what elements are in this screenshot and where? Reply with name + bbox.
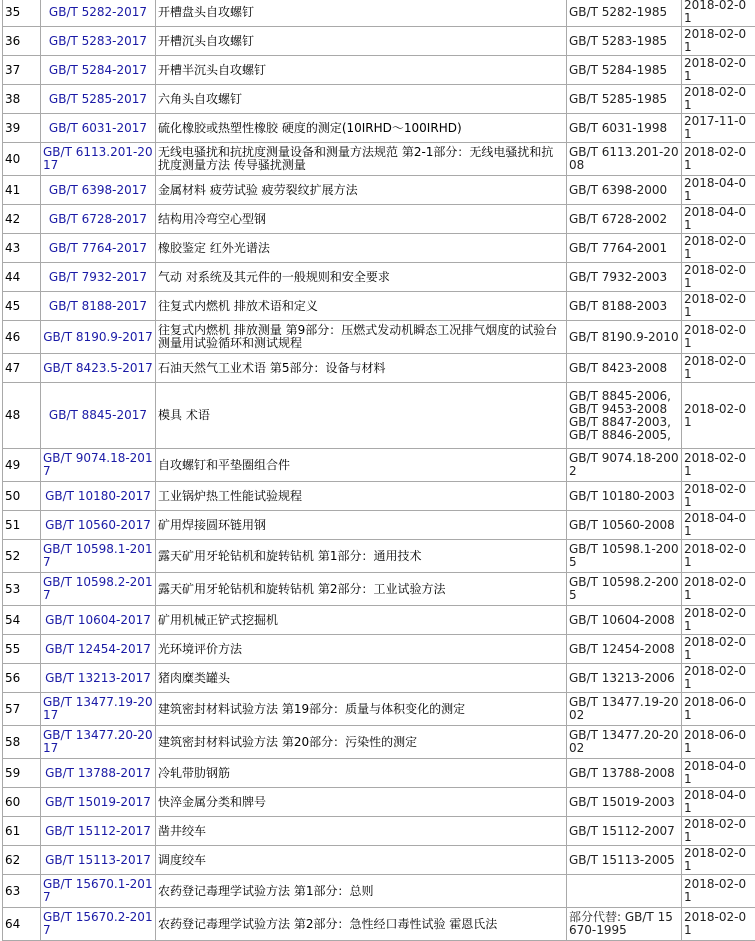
replaced-standard: GB/T 13788-2008 [567,759,682,788]
table-row [3,205,755,234]
standard-name: 开槽半沉头自攻螺钉 [156,56,567,85]
row-number: 37 [3,56,41,85]
standard-code-link[interactable]: GB/T 15113-2017 [41,846,156,875]
effective-date: 2018-02-01 [682,143,755,176]
table-row [3,354,755,383]
table-row [3,234,755,263]
table-row [3,85,755,114]
effective-date: 2018-06-01 [682,693,755,726]
standard-code-link[interactable]: GB/T 8423.5-2017 [41,354,156,383]
standard-code-link[interactable]: GB/T 8845-2017 [41,383,156,449]
table-row [3,693,755,726]
effective-date: 2018-02-01 [682,56,755,85]
table-row [3,143,755,176]
row-number: 55 [3,635,41,664]
row-number: 48 [3,383,41,449]
row-number: 57 [3,693,41,726]
table-row [3,606,755,635]
effective-date: 2018-02-01 [682,482,755,511]
row-number: 45 [3,292,41,321]
standard-name: 建筑密封材料试验方法 第20部分：污染性的测定 [156,726,567,759]
table-row [3,449,755,482]
standard-name: 往复式内燃机 排放测量 第9部分：压燃式发动机瞬态工况排气烟度的试验台测量用试验循环和测试规程 [156,321,567,354]
standard-code-link[interactable]: GB/T 13477.19-2017 [41,693,156,726]
effective-date: 2018-02-01 [682,846,755,875]
standard-code-link[interactable]: GB/T 8188-2017 [41,292,156,321]
effective-date: 2018-02-01 [682,354,755,383]
table-row [3,114,755,143]
effective-date: 2018-02-01 [682,85,755,114]
standard-code-link[interactable]: GB/T 15019-2017 [41,788,156,817]
standard-code-link[interactable]: GB/T 10598.1-2017 [41,540,156,573]
effective-date: 2018-04-01 [682,511,755,540]
replaced-standard: GB/T 15019-2003 [567,788,682,817]
standard-code-link[interactable]: GB/T 12454-2017 [41,635,156,664]
effective-date: 2018-02-01 [682,383,755,449]
standards-table [2,0,755,941]
replaced-standard: GB/T 9074.18-2002 [567,449,682,482]
effective-date: 2018-02-01 [682,635,755,664]
row-number: 35 [3,0,41,27]
effective-date: 2018-04-01 [682,176,755,205]
standard-code-link[interactable]: GB/T 10560-2017 [41,511,156,540]
standard-name: 往复式内燃机 排放术语和定义 [156,292,567,321]
replaced-standard: GB/T 6031-1998 [567,114,682,143]
row-number: 41 [3,176,41,205]
row-number: 53 [3,573,41,606]
row-number: 62 [3,846,41,875]
effective-date: 2018-02-01 [682,263,755,292]
row-number: 46 [3,321,41,354]
standard-name: 硫化橡胶或热塑性橡胶 硬度的测定(10IRHD～100IRHD) [156,114,567,143]
row-number: 56 [3,664,41,693]
row-number: 43 [3,234,41,263]
standard-code-link[interactable]: GB/T 8190.9-2017 [41,321,156,354]
row-number: 47 [3,354,41,383]
table-row [3,875,755,908]
standard-code-link[interactable]: GB/T 10604-2017 [41,606,156,635]
standard-code-link[interactable]: GB/T 6398-2017 [41,176,156,205]
standard-name: 气动 对系统及其元件的一般规则和安全要求 [156,263,567,292]
table-row [3,726,755,759]
table-row [3,383,755,449]
standard-code-link[interactable]: GB/T 7764-2017 [41,234,156,263]
standard-name: 猪肉糜类罐头 [156,664,567,693]
table-row [3,27,755,56]
table-row [3,788,755,817]
standard-code-link[interactable]: GB/T 9074.18-2017 [41,449,156,482]
effective-date: 2018-04-01 [682,205,755,234]
standard-code-link[interactable]: GB/T 13477.20-2017 [41,726,156,759]
standard-name: 橡胶鉴定 红外光谱法 [156,234,567,263]
table-row [3,56,755,85]
row-number: 49 [3,449,41,482]
row-number: 51 [3,511,41,540]
standard-name: 无线电骚扰和抗扰度测量设备和测量方法规范 第2-1部分：无线电骚扰和抗扰度测量方法 传导骚扰测量 [156,143,567,176]
standard-name: 露天矿用牙轮钻机和旋转钻机 第1部分：通用技术 [156,540,567,573]
effective-date: 2018-02-01 [682,0,755,27]
replaced-standard: GB/T 6113.201-2008 [567,143,682,176]
standards-table-body [3,0,755,941]
replaced-standard [567,875,682,908]
standard-code-link[interactable]: GB/T 6113.201-2017 [41,143,156,176]
table-row [3,0,755,27]
row-number: 59 [3,759,41,788]
replaced-standard: GB/T 13213-2006 [567,664,682,693]
standard-code-link[interactable]: GB/T 10598.2-2017 [41,573,156,606]
standard-name: 快淬金属分类和牌号 [156,788,567,817]
effective-date: 2018-02-01 [682,606,755,635]
table-row [3,511,755,540]
standard-name: 自攻螺钉和平垫圈组合件 [156,449,567,482]
standard-name: 矿用机械正铲式挖掘机 [156,606,567,635]
standard-code-link[interactable]: GB/T 5284-2017 [41,56,156,85]
table-row [3,664,755,693]
standard-name: 冷轧带肋钢筋 [156,759,567,788]
replaced-standard: GB/T 6728-2002 [567,205,682,234]
standard-name: 建筑密封材料试验方法 第19部分：质量与体积变化的测定 [156,693,567,726]
standard-code-link[interactable]: GB/T 6031-2017 [41,114,156,143]
replaced-standard: GB/T 15113-2005 [567,846,682,875]
replaced-standard: GB/T 5283-1985 [567,27,682,56]
table-row [3,176,755,205]
row-number: 63 [3,875,41,908]
table-row [3,573,755,606]
replaced-standard: GB/T 10598.1-2005 [567,540,682,573]
replaced-standard: GB/T 5282-1985 [567,0,682,27]
effective-date: 2018-02-01 [682,664,755,693]
replaced-standard: GB/T 13477.20-2002 [567,726,682,759]
effective-date: 2018-02-01 [682,817,755,846]
effective-date: 2018-02-01 [682,234,755,263]
standard-code-link[interactable]: GB/T 7932-2017 [41,263,156,292]
standard-code-link[interactable]: GB/T 5282-2017 [41,0,156,27]
table-row [3,817,755,846]
row-number: 52 [3,540,41,573]
effective-date: 2018-04-01 [682,788,755,817]
replaced-standard: GB/T 5285-1985 [567,85,682,114]
effective-date: 2018-02-01 [682,540,755,573]
standard-name: 工业锅炉热工性能试验规程 [156,482,567,511]
replaced-standard: GB/T 8845-2006, GB/T 9453-2008 GB/T 8847-2003, GB/T 8846-2005, [567,383,682,449]
standard-name: 农药登记毒理学试验方法 第2部分：急性经口毒性试验 霍恩氏法 [156,908,567,941]
replaced-standard: GB/T 8188-2003 [567,292,682,321]
table-row [3,540,755,573]
replaced-standard: GB/T 6398-2000 [567,176,682,205]
standard-name: 石油天然气工业术语 第5部分：设备与材料 [156,354,567,383]
row-number: 36 [3,27,41,56]
standard-code-link[interactable]: GB/T 6728-2017 [41,205,156,234]
standard-code-link[interactable]: GB/T 5285-2017 [41,85,156,114]
standard-code-link[interactable]: GB/T 13788-2017 [41,759,156,788]
effective-date: 2018-02-01 [682,449,755,482]
row-number: 38 [3,85,41,114]
row-number: 64 [3,908,41,941]
table-row [3,292,755,321]
standard-name: 调度绞车 [156,846,567,875]
row-number: 40 [3,143,41,176]
standard-name: 光环境评价方法 [156,635,567,664]
standard-name: 开槽盘头自攻螺钉 [156,0,567,27]
replaced-standard: GB/T 5284-1985 [567,56,682,85]
row-number: 60 [3,788,41,817]
row-number: 50 [3,482,41,511]
replaced-standard: GB/T 12454-2008 [567,635,682,664]
replaced-standard: GB/T 10180-2003 [567,482,682,511]
row-number: 61 [3,817,41,846]
replaced-standard: GB/T 8423-2008 [567,354,682,383]
replaced-standard: 部分代替: GB/T 15670-1995 [567,908,682,941]
standard-code-link[interactable]: GB/T 5283-2017 [41,27,156,56]
standard-name: 金属材料 疲劳试验 疲劳裂纹扩展方法 [156,176,567,205]
standard-name: 结构用冷弯空心型钢 [156,205,567,234]
table-row [3,321,755,354]
standard-name: 矿用焊接圆环链用钢 [156,511,567,540]
replaced-standard: GB/T 7764-2001 [567,234,682,263]
standard-name: 凿井绞车 [156,817,567,846]
table-row [3,482,755,511]
replaced-standard: GB/T 7932-2003 [567,263,682,292]
standard-name: 露天矿用牙轮钻机和旋转钻机 第2部分：工业试验方法 [156,573,567,606]
table-row [3,635,755,664]
effective-date: 2018-04-01 [682,759,755,788]
effective-date: 2018-02-01 [682,321,755,354]
row-number: 39 [3,114,41,143]
effective-date: 2018-06-01 [682,726,755,759]
replaced-standard: GB/T 10604-2008 [567,606,682,635]
row-number: 58 [3,726,41,759]
standard-code-link[interactable]: GB/T 15670.1-2017 [41,875,156,908]
replaced-standard: GB/T 13477.19-2002 [567,693,682,726]
standard-code-link[interactable]: GB/T 15670.2-2017 [41,908,156,941]
row-number: 42 [3,205,41,234]
replaced-standard: GB/T 10560-2008 [567,511,682,540]
standard-name: 开槽沉头自攻螺钉 [156,27,567,56]
row-number: 54 [3,606,41,635]
table-row [3,759,755,788]
replaced-standard: GB/T 15112-2007 [567,817,682,846]
standard-code-link[interactable]: GB/T 15112-2017 [41,817,156,846]
effective-date: 2018-02-01 [682,908,755,941]
table-row [3,908,755,941]
replaced-standard: GB/T 10598.2-2005 [567,573,682,606]
standard-name: 模具 术语 [156,383,567,449]
table-row [3,263,755,292]
row-number: 44 [3,263,41,292]
standard-code-link[interactable]: GB/T 13213-2017 [41,664,156,693]
standard-name: 六角头自攻螺钉 [156,85,567,114]
standard-name: 农药登记毒理学试验方法 第1部分：总则 [156,875,567,908]
effective-date: 2018-02-01 [682,27,755,56]
replaced-standard: GB/T 8190.9-2010 [567,321,682,354]
table-row [3,846,755,875]
effective-date: 2017-11-01 [682,114,755,143]
effective-date: 2018-02-01 [682,573,755,606]
effective-date: 2018-02-01 [682,875,755,908]
standard-code-link[interactable]: GB/T 10180-2017 [41,482,156,511]
effective-date: 2018-02-01 [682,292,755,321]
